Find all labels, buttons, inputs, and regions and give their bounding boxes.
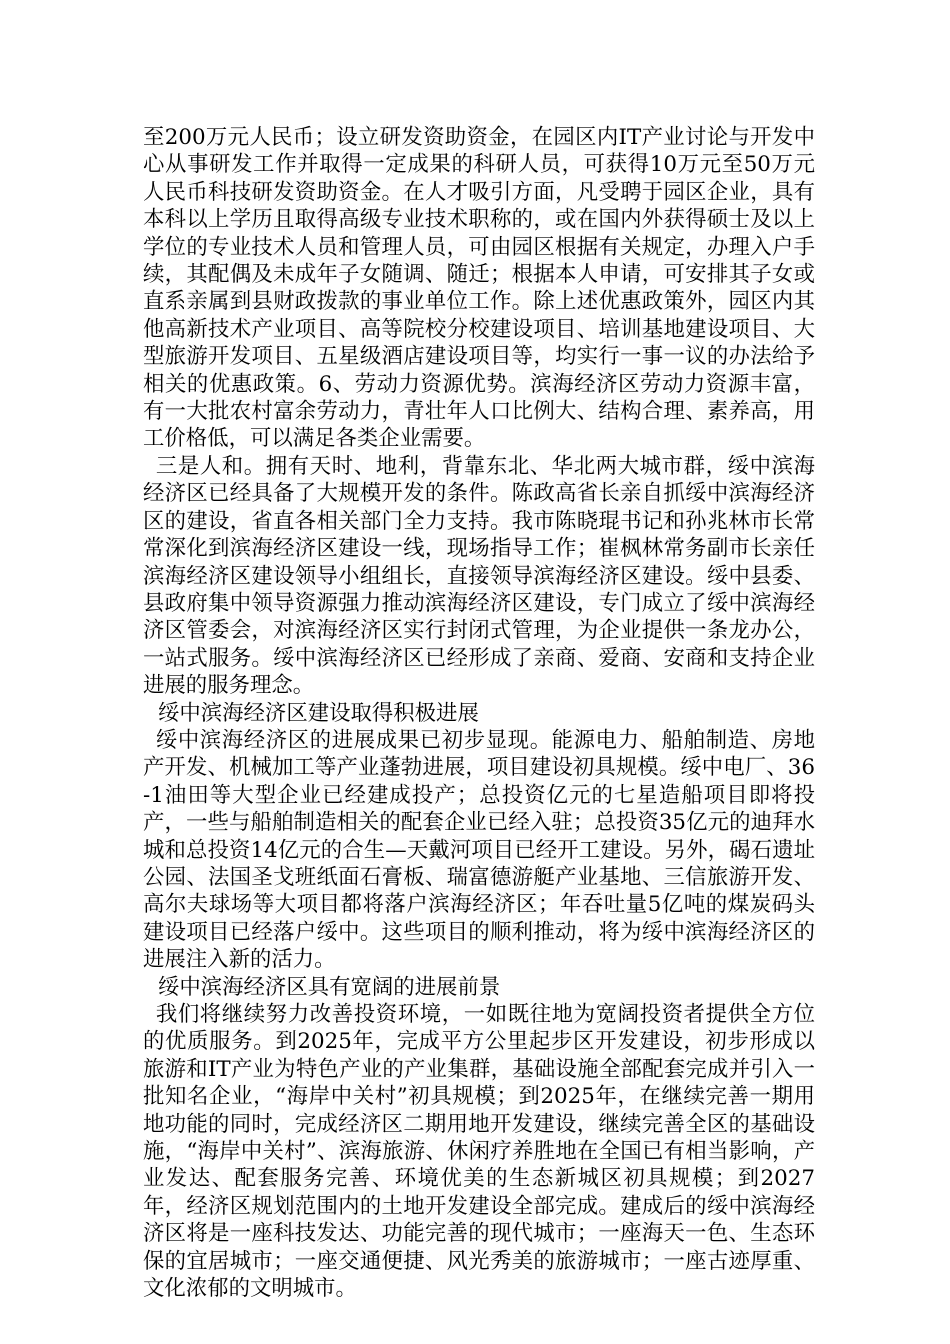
document-page: [143, 124, 815, 1302]
paragraph-incentive-policies: 至200万元人民币；设立研发资助资金，在园区内IT产业讨论与开发中心从事研发工作并取得一定成果的科研人员，可获得10万元至50万元人民币科技研发资助资金。在人才吸引方面，凡受聘于园区企业，具有本科以上学历且取得高级专业技术职称的，或在国内外获得硕士及以上学位的专业技术人员和管理人员，可由园区根据有关规定，办理入户手续，其配偶及未成年子女随调、随迁；根据本人申请，可安排其子女或直系亲属到县财政拨款的事业单位工作。除上述优惠政策外，园区内其他高新技术产业项目、高等院校分校建设项目、培训基地建设项目、大型旅游开发项目、五星级酒店建设项目等，均实行一事一议的办法给予相关的优惠政策。6、劳动力资源优势。滨海经济区劳动力资源丰富，有一大批农村富余劳动力，青壮年人口比例大、结构合理、素养高，用工价格低，可以满足各类企业需要。: [143, 125, 815, 452]
paragraph-prospects: 我们将继续努力改善投资环境，一如既往地为宽阔投资者提供全方位的优质服务。到2025年，完成平方公里起步区开发建设，初步形成以旅游和IT产业为特色产业的产业集群，基础设施全部配套完成并引入一批知名企业，“海岸中关村”初具规模；到2025年，在继续完善一期用地功能的同时，完成经济区二期用地开发建设，继续完善全区的基础设施，“海岸中关村”、滨海旅游、休闲疗养胜地在全国已有相当影响，产业发达、配套服务完善、环境优美的生态新城区初具规模；到2027年，经济区规划范围内的土地开发建设全部完成。建成后的绥中滨海经济区将是一座科技发达、功能完善的现代城市；一座海天一色、生态环保的宜居城市；一座交通便捷、风光秀美的旅游城市；一座古迹厚重、文化浓郁的文明城市。: [143, 1002, 815, 1302]
paragraph-progress: 绥中滨海经济区的进展成果已初步显现。能源电力、船舶制造、房地产开发、机械加工等产业蓬勃进展，项目建设初具规模。绥中电厂、36-1油田等大型企业已经建成投产；总投资亿元的七星造船项目即将投产，一些与船舶制造相关的配套企业已经入驻；总投资35亿元的迪拜水城和总投资14亿元的合生—天戴河项目已经开工建设。另外，碣石遗址公园、法国圣戈班纸面石膏板、瑞富德游艇产业基地、三信旅游开发、高尔夫球场等大项目都将落户滨海经济区；年吞吐量5亿吨的煤炭码头建设项目已经落户绥中。这些项目的顺利推动，将为绥中滨海经济区的进展注入新的活力。: [143, 727, 815, 973]
section-heading-prospects: 绥中滨海经济区具有宽阔的进展前景: [157, 974, 501, 1000]
paragraph-human-harmony: 三是人和。拥有天时、地利，背靠东北、华北两大城市群，绥中滨海经济区已经具备了大规模开发的条件。陈政高省长亲自抓绥中滨海经济区的建设，省直各相关部门全力支持。我市陈晓琨书记和孙兆林市长常常深化到滨海经济区建设一线，现场指导工作；崔枫林常务副市长亲任滨海经济区建设领导小组组长，直接领导滨海经济区建设。绥中县委、县政府集中领导资源强力推动滨海经济区建设，专门成立了绥中滨海经济区管委会，对滨海经济区实行封闭式管理，为企业提供一条龙办公，一站式服务。绥中滨海经济区已经形成了亲商、爱商、安商和支持企业进展的服务理念。: [143, 453, 815, 699]
section-heading-progress: 绥中滨海经济区建设取得积极进展: [157, 700, 479, 726]
